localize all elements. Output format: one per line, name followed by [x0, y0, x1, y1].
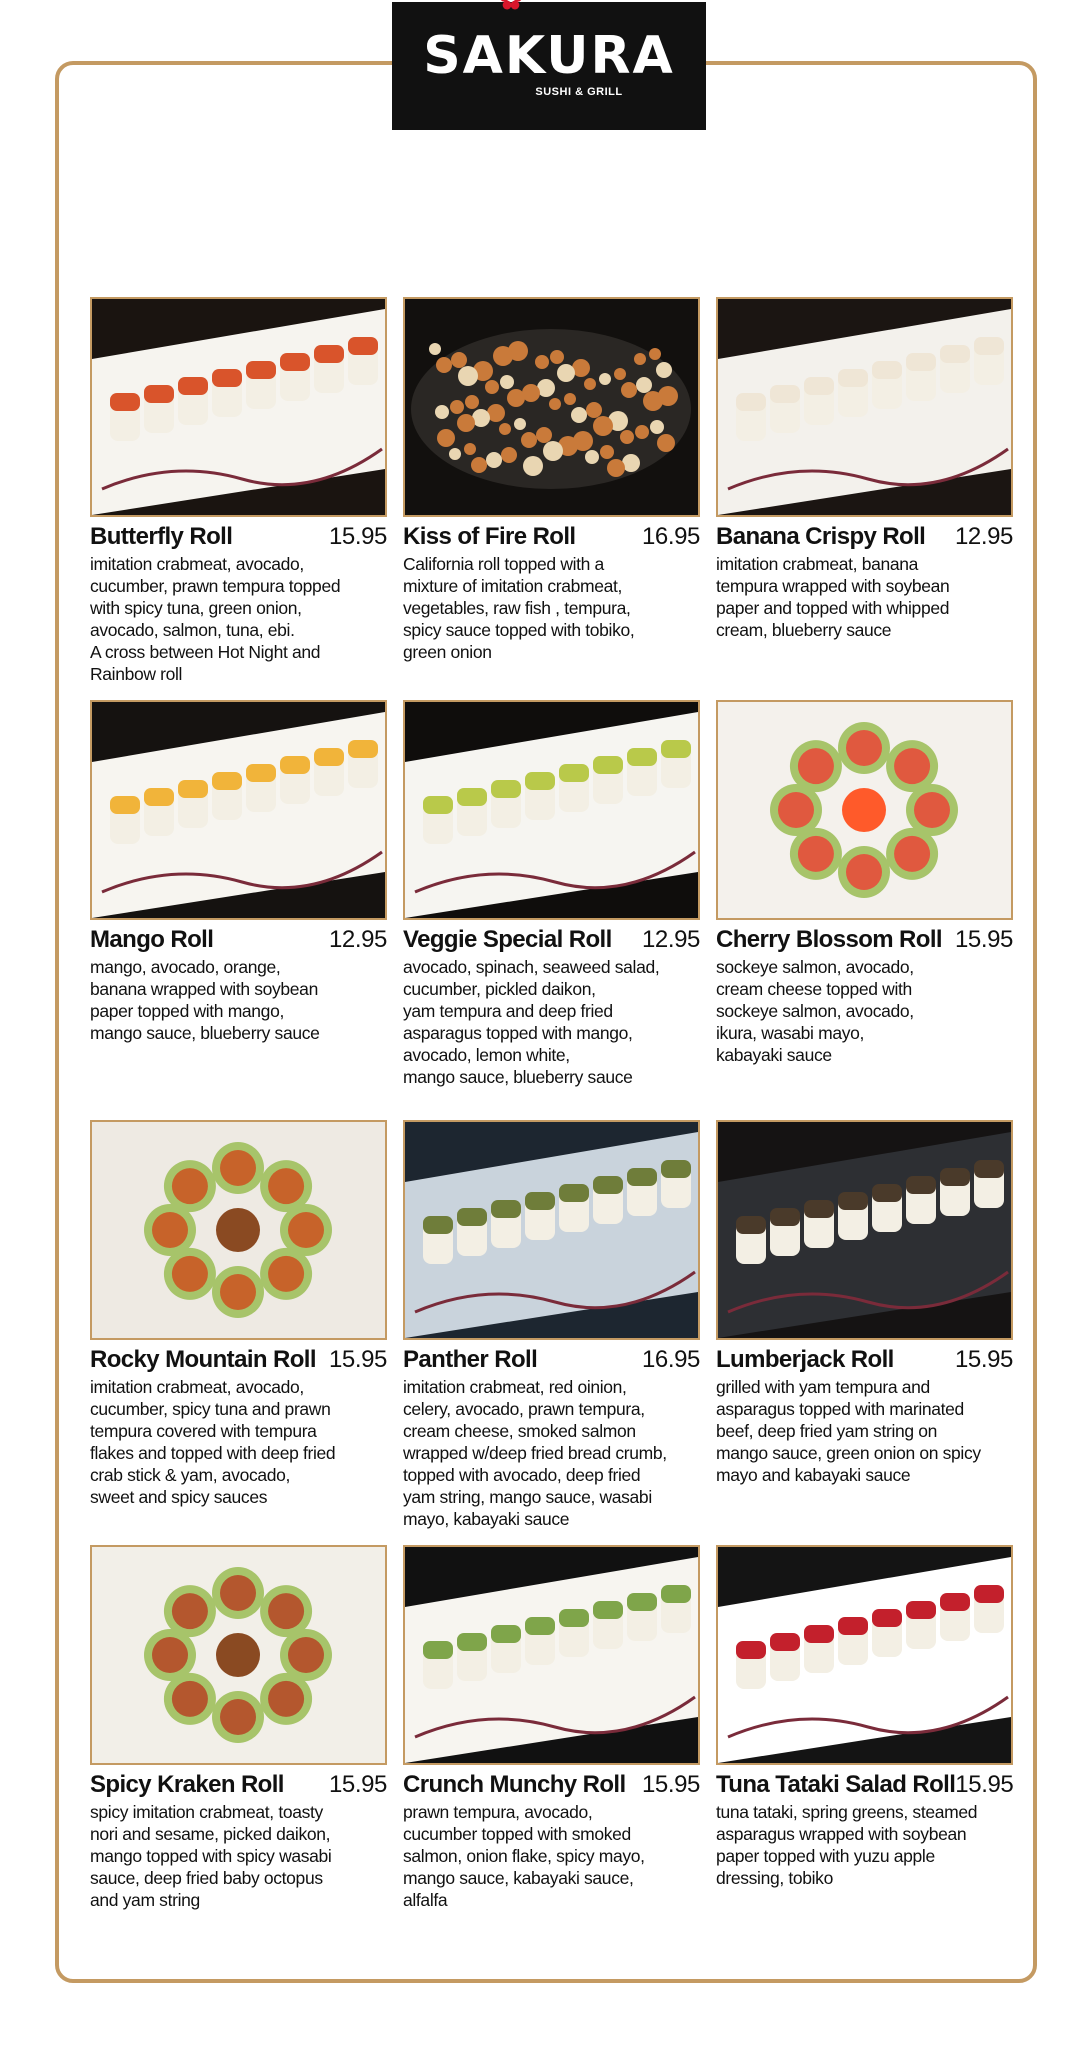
- item-header: [403, 1346, 700, 1374]
- description-line: crab stick & yam, avocado,: [90, 1465, 291, 1485]
- item-name: Cherry Blossom Roll: [716, 926, 942, 953]
- dish-photo: [716, 1120, 1013, 1340]
- description-line: mango sauce, kabayaki sauce,: [403, 1868, 634, 1888]
- description-line: cucumber, spicy tuna and prawn: [90, 1399, 331, 1419]
- description-line: mixture of imitation crabmeat,: [403, 576, 623, 596]
- menu-item: [403, 297, 700, 663]
- description-line: cream cheese, smoked salmon: [403, 1421, 636, 1441]
- item-description: [716, 956, 1013, 1066]
- description-line: imitation crabmeat, red oinion,: [403, 1377, 627, 1397]
- description-line: mango, avocado, orange,: [90, 957, 281, 977]
- item-price: 15.95: [328, 1346, 387, 1373]
- dish-photo: [90, 297, 387, 517]
- description-line: Rainbow roll: [90, 664, 183, 684]
- item-name: Kiss of Fire Roll: [403, 523, 576, 550]
- description-line: banana wrapped with soybean: [90, 979, 318, 999]
- description-line: asparagus topped with mango,: [403, 1023, 633, 1043]
- sakura-logo: [392, 2, 706, 130]
- description-line: topped with avocado, deep fried: [403, 1465, 641, 1485]
- item-price: 15.95: [328, 523, 387, 550]
- description-line: avocado, salmon, tuna, ebi.: [90, 620, 295, 640]
- item-name: Tuna Tataki Salad Roll: [716, 1771, 956, 1798]
- description-line: spicy sauce topped with tobiko,: [403, 620, 635, 640]
- description-line: mayo and kabayaki sauce: [716, 1465, 911, 1485]
- item-name: Veggie Special Roll: [403, 926, 612, 953]
- item-description: [716, 553, 1013, 641]
- dish-photo: [90, 700, 387, 920]
- description-line: paper topped with mango,: [90, 1001, 284, 1021]
- description-line: ikura, wasabi mayo,: [716, 1023, 864, 1043]
- description-line: wrapped w/deep fried bread crumb,: [403, 1443, 667, 1463]
- menu-item: [403, 700, 700, 1088]
- item-name: Panther Roll: [403, 1346, 538, 1373]
- description-line: cucumber, pickled daikon,: [403, 979, 596, 999]
- item-description: [403, 1801, 700, 1911]
- description-line: spicy imitation crabmeat, toasty: [90, 1802, 323, 1822]
- dish-photo: [716, 297, 1013, 517]
- description-line: celery, avocado, prawn tempura,: [403, 1399, 645, 1419]
- description-line: salmon, onion flake, spicy mayo,: [403, 1846, 645, 1866]
- description-line: alfalfa: [403, 1890, 448, 1910]
- item-price: 15.95: [328, 1771, 387, 1798]
- item-price: 15.95: [641, 1771, 700, 1798]
- item-description: [403, 553, 700, 663]
- description-line: sweet and spicy sauces: [90, 1487, 268, 1507]
- item-header: [716, 1771, 1013, 1799]
- item-description: [90, 956, 387, 1044]
- brand-name: SAKURA: [423, 26, 675, 86]
- item-description: [90, 1801, 387, 1911]
- item-name: Spicy Kraken Roll: [90, 1771, 284, 1798]
- description-line: paper topped with yuzu apple: [716, 1846, 935, 1866]
- description-line: avocado, lemon white,: [403, 1045, 570, 1065]
- menu-item: [716, 1120, 1013, 1486]
- dish-photo: [716, 1545, 1013, 1765]
- item-price: 12.95: [954, 523, 1013, 550]
- description-line: sauce, deep fried baby octopus: [90, 1868, 323, 1888]
- dish-photo: [403, 1120, 700, 1340]
- description-line: cucumber topped with smoked: [403, 1824, 631, 1844]
- description-line: sockeye salmon, avocado,: [716, 957, 914, 977]
- item-description: [90, 553, 387, 685]
- menu-item: [90, 700, 387, 1044]
- description-line: grilled with yam tempura and: [716, 1377, 930, 1397]
- item-header: [90, 523, 387, 551]
- description-line: nori and sesame, picked daikon,: [90, 1824, 331, 1844]
- menu-item: [403, 1545, 700, 1911]
- menu-item: [90, 297, 387, 685]
- item-description: [90, 1376, 387, 1508]
- description-line: California roll topped with a: [403, 554, 604, 574]
- description-line: imitation crabmeat, banana: [716, 554, 918, 574]
- item-name: Crunch Munchy Roll: [403, 1771, 626, 1798]
- item-price: 15.95: [954, 1346, 1013, 1373]
- item-header: [716, 523, 1013, 551]
- item-header: [403, 1771, 700, 1799]
- item-header: [403, 523, 700, 551]
- description-line: mango sauce, green onion on spicy: [716, 1443, 981, 1463]
- description-line: dressing, tobiko: [716, 1868, 833, 1888]
- item-header: [403, 926, 700, 954]
- description-line: cucumber, prawn tempura topped: [90, 576, 341, 596]
- description-line: mango sauce, blueberry sauce: [403, 1067, 633, 1087]
- description-line: paper and topped with whipped: [716, 598, 950, 618]
- description-line: with spicy tuna, green onion,: [90, 598, 302, 618]
- description-line: flakes and topped with deep fried: [90, 1443, 336, 1463]
- item-description: [403, 1376, 700, 1530]
- description-line: tempura wrapped with soybean: [716, 576, 950, 596]
- item-name: Lumberjack Roll: [716, 1346, 894, 1373]
- description-line: mango topped with spicy wasabi: [90, 1846, 332, 1866]
- dish-photo: [90, 1545, 387, 1765]
- item-name: Rocky Mountain Roll: [90, 1346, 316, 1373]
- dish-photo: [403, 1545, 700, 1765]
- item-description: [716, 1801, 1013, 1889]
- description-line: cream cheese topped with: [716, 979, 912, 999]
- description-line: sockeye salmon, avocado,: [716, 1001, 914, 1021]
- menu-item: [90, 1120, 387, 1508]
- description-line: mayo, kabayaki sauce: [403, 1509, 570, 1529]
- menu-item: [716, 700, 1013, 1066]
- item-price: 12.95: [641, 926, 700, 953]
- menu-item: [403, 1120, 700, 1530]
- description-line: cream, blueberry sauce: [716, 620, 892, 640]
- item-header: [90, 926, 387, 954]
- description-line: A cross between Hot Night and: [90, 642, 321, 662]
- description-line: yam string, mango sauce, wasabi: [403, 1487, 652, 1507]
- description-line: and yam string: [90, 1890, 200, 1910]
- description-line: kabayaki sauce: [716, 1045, 832, 1065]
- item-price: 16.95: [641, 1346, 700, 1373]
- description-line: imitation crabmeat, avocado,: [90, 1377, 304, 1397]
- dish-photo: [90, 1120, 387, 1340]
- dish-photo: [403, 297, 700, 517]
- description-line: asparagus wrapped with soybean: [716, 1824, 967, 1844]
- item-price: 16.95: [641, 523, 700, 550]
- description-line: beef, deep fried yam string on: [716, 1421, 938, 1441]
- item-description: [403, 956, 700, 1088]
- description-line: green onion: [403, 642, 492, 662]
- dish-photo: [716, 700, 1013, 920]
- dish-photo: [403, 700, 700, 920]
- description-line: mango sauce, blueberry sauce: [90, 1023, 320, 1043]
- cherry-blossom-icon: [500, 0, 522, 10]
- item-header: [716, 926, 1013, 954]
- description-line: vegetables, raw fish , tempura,: [403, 598, 631, 618]
- item-header: [90, 1771, 387, 1799]
- menu-item: [90, 1545, 387, 1911]
- item-name: Banana Crispy Roll: [716, 523, 926, 550]
- item-price: 12.95: [328, 926, 387, 953]
- item-description: [716, 1376, 1013, 1486]
- description-line: yam tempura and deep fried: [403, 1001, 613, 1021]
- menu-item: [716, 297, 1013, 641]
- description-line: tempura covered with tempura: [90, 1421, 317, 1441]
- description-line: prawn tempura, avocado,: [403, 1802, 593, 1822]
- menu-item: [716, 1545, 1013, 1889]
- description-line: asparagus topped with marinated: [716, 1399, 964, 1419]
- item-price: 15.95: [955, 1771, 1014, 1798]
- brand-tagline: SUSHI & GRILL: [535, 86, 623, 98]
- item-header: [716, 1346, 1013, 1374]
- item-header: [90, 1346, 387, 1374]
- item-name: Mango Roll: [90, 926, 214, 953]
- description-line: avocado, spinach, seaweed salad,: [403, 957, 660, 977]
- item-price: 15.95: [954, 926, 1013, 953]
- item-name: Butterfly Roll: [90, 523, 233, 550]
- description-line: tuna tataki, spring greens, steamed: [716, 1802, 978, 1822]
- description-line: imitation crabmeat, avocado,: [90, 554, 304, 574]
